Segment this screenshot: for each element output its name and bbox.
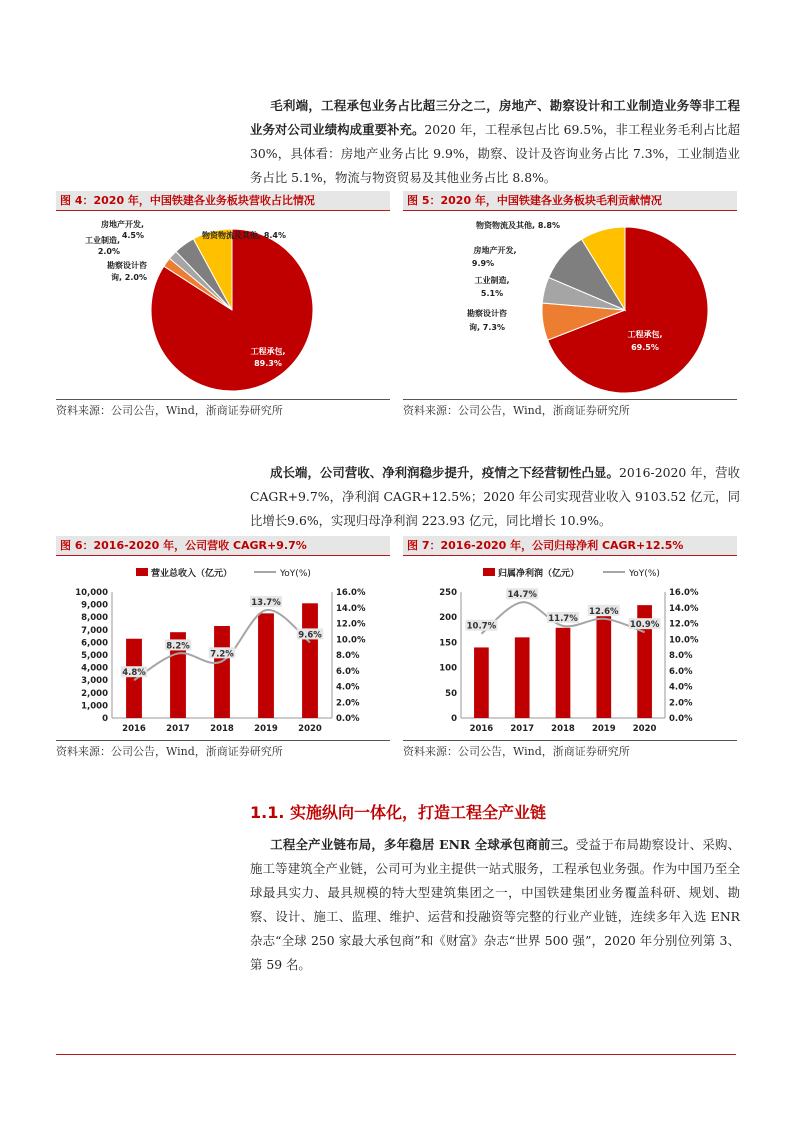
figure-5-source: 资料来源：公司公告，Wind，浙商证券研究所 <box>403 404 630 417</box>
bar-2020 <box>302 603 318 718</box>
yoy-label: 11.7% <box>548 613 578 624</box>
y-tick-left: 3,000 <box>81 676 108 687</box>
figure-4-pie-chart <box>56 212 390 398</box>
label-engineering-line1: 工程承包, <box>627 330 663 339</box>
bar-2016 <box>474 647 489 718</box>
y-tick-left: 9,000 <box>81 600 108 611</box>
paragraph-body: 受益于布局勘察设计、采购、施工等建筑全产业链，公司可为业主提供一站式服务，工程承包业务强。作为中国乃至全球最具实力、最具规模的特大型建筑集团之一，中国铁建集团业务覆盖科研、规划、勘察、设计、施工、监理、维护、运营和投融资等完整的行业产业链，连续多年入选 ENR 杂志“全球 250 家最大承包商”和《财富》杂志“世界 500 强”，2020 年分别位列第 3、第 59 名。 <box>250 837 741 972</box>
yoy-label: 10.9% <box>629 620 660 631</box>
label-industrial-line2: 5.1% <box>480 289 504 298</box>
y-tick-right: 2.0% <box>336 698 360 709</box>
bar-2016 <box>126 639 142 718</box>
bar-2019 <box>596 616 611 718</box>
figure-5-source-rule <box>403 399 737 400</box>
label-industrial-line2: 2.0% <box>97 247 120 256</box>
label-survey-line1: 勘察设计咨 <box>107 261 147 270</box>
figure-7-title: 图 7：2016-2020 年，公司归母净利 CAGR+12.5% <box>403 536 737 556</box>
x-tick: 2020 <box>298 724 322 734</box>
y-tick-left: 100 <box>439 663 457 674</box>
y-tick-right: 4.0% <box>669 682 693 693</box>
label-realestate-line2: 9.9% <box>471 259 495 268</box>
x-tick: 2018 <box>210 724 234 734</box>
label-logistics: 物资物流及其他, 8.4% <box>202 231 287 240</box>
legend-line-label: YoY(%) <box>629 569 660 579</box>
x-tick: 2016 <box>122 724 146 734</box>
figure-7-bar-line-chart <box>403 557 737 738</box>
y-tick-right: 4.0% <box>336 682 360 693</box>
paragraph-industry-chain <box>250 833 740 977</box>
figure-4-title: 图 4：2020 年，中国铁建各业务板块营收占比情况 <box>56 191 390 211</box>
y-tick-left: 6,000 <box>81 638 108 649</box>
x-tick: 2018 <box>551 724 575 734</box>
x-tick: 2020 <box>632 724 657 734</box>
figure-5-pie-chart <box>403 212 737 398</box>
y-tick-right: 10.0% <box>336 635 366 646</box>
y-tick-left: 0 <box>451 714 457 724</box>
paragraph-body: 2016-2020 年，营收CAGR+9.7%，净利润 CAGR+12.5%；2020 年公司实现营业收入 9103.52 亿元，同比增长9.6%，实现归母净利润 223.93 亿元，同比增长 10.9%。 <box>250 465 741 528</box>
y-tick-left: 5,000 <box>81 651 108 661</box>
legend-bar-swatch <box>136 568 148 576</box>
label-engineering-line2: 69.5% <box>631 343 659 352</box>
figure-6-title: 图 6：2016-2020 年，公司营收 CAGR+9.7% <box>56 536 390 556</box>
label-industrial-line1: 工业制造, <box>84 236 120 245</box>
label-survey-line2: 询, 2.0% <box>110 273 147 282</box>
legend-bar-label: 营业总收入（亿元） <box>151 569 233 579</box>
y-tick-right: 16.0% <box>336 588 366 598</box>
y-tick-left: 10,000 <box>75 588 108 598</box>
x-tick: 2019 <box>254 724 278 734</box>
y-tick-right: 8.0% <box>669 651 693 661</box>
y-tick-right: 14.0% <box>336 603 366 614</box>
bar-2017 <box>515 637 530 718</box>
y-tick-right: 6.0% <box>669 666 693 677</box>
y-tick-right: 8.0% <box>336 651 360 661</box>
y-tick-left: 150 <box>439 638 457 649</box>
label-realestate-line1: 房地产开发, <box>473 246 517 255</box>
yoy-label: 13.7% <box>251 598 281 609</box>
figure-6-source: 资料来源：公司公告，Wind，浙商证券研究所 <box>56 745 283 758</box>
label-engineering-line1: 工程承包, <box>250 347 286 356</box>
yoy-label: 12.6% <box>589 606 619 617</box>
label-industrial-line1: 工业制造, <box>474 276 510 285</box>
legend-bar-swatch <box>483 568 495 576</box>
paragraph-growth <box>250 461 740 533</box>
label-logistics: 物资物流及其他, 8.8% <box>476 221 561 230</box>
y-tick-right: 0.0% <box>669 714 693 724</box>
footer-divider <box>56 1054 736 1055</box>
y-tick-right: 0.0% <box>336 714 360 724</box>
paragraph-gross-profit <box>250 94 740 190</box>
bar-2018 <box>556 628 571 718</box>
x-tick: 2019 <box>591 724 616 734</box>
paragraph-lead: 成长端，公司营收、净利润稳步提升，疫情之下经营韧性凸显。 <box>270 465 619 480</box>
x-tick: 2016 <box>469 724 494 734</box>
y-tick-left: 7,000 <box>81 625 108 636</box>
yoy-label: 10.7% <box>466 621 497 632</box>
y-tick-left: 0 <box>102 714 108 724</box>
y-tick-right: 6.0% <box>336 666 360 677</box>
y-tick-right: 16.0% <box>669 588 699 598</box>
y-tick-right: 2.0% <box>669 698 693 709</box>
paragraph-lead: 毛利端，工程承包业务占比超三分之二，房地产、勘察设计和工业制造业务等非工程业务对公司业绩构成重要补充。 <box>250 98 740 137</box>
yoy-label: 4.8% <box>122 668 146 679</box>
yoy-label: 7.2% <box>210 649 234 660</box>
label-realestate-line2: 4.5% <box>121 231 144 240</box>
paragraph-lead: 工程全产业链布局，多年稳居 ENR 全球承包商前三。 <box>270 837 576 852</box>
yoy-label: 14.7% <box>507 590 537 601</box>
paragraph-body: 2020 年，工程承包占比 69.5%，非工程业务毛利占比超30%，具体看：房地产业务占比 9.9%，勘察、设计及咨询业务占比 7.3%，工业制造业务占比 5.1%，物流与物资贸易及其他业务占比 8.8%。 <box>250 122 740 185</box>
label-survey-line2: 询, 7.3% <box>468 323 506 332</box>
x-tick: 2017 <box>166 724 190 734</box>
section-heading: 1.1. 实施纵向一体化，打造工程全产业链 <box>250 803 546 822</box>
x-tick: 2017 <box>510 724 535 734</box>
y-tick-left: 200 <box>439 613 457 624</box>
label-engineering-line2: 89.3% <box>254 359 282 368</box>
y-tick-left: 250 <box>439 588 457 598</box>
label-realestate-line1: 房地产开发, <box>100 220 144 229</box>
y-tick-left: 50 <box>445 688 457 699</box>
yoy-label: 9.6% <box>298 630 322 641</box>
figure-7-source-rule <box>403 740 737 741</box>
figure-7-source: 资料来源：公司公告，Wind，浙商证券研究所 <box>403 745 630 758</box>
label-survey-line1: 勘察设计咨 <box>467 309 507 318</box>
y-tick-left: 2,000 <box>81 688 108 699</box>
y-tick-right: 14.0% <box>669 603 699 614</box>
legend-line-label: YoY(%) <box>280 569 311 579</box>
figure-6-bar-line-chart <box>56 557 390 738</box>
figure-4-source: 资料来源：公司公告，Wind，浙商证券研究所 <box>56 404 283 417</box>
y-tick-left: 1,000 <box>81 701 108 712</box>
y-tick-right: 12.0% <box>336 619 366 630</box>
yoy-label: 8.2% <box>166 641 190 652</box>
y-tick-right: 10.0% <box>669 635 699 646</box>
figure-6-source-rule <box>56 740 390 741</box>
figure-5-title: 图 5：2020 年，中国铁建各业务板块毛利贡献情况 <box>403 191 737 211</box>
figure-4-source-rule <box>56 399 390 400</box>
y-tick-right: 12.0% <box>669 619 699 630</box>
bar-2018 <box>214 626 230 718</box>
legend-bar-label: 归属净利润（亿元） <box>498 569 580 579</box>
y-tick-left: 4,000 <box>81 663 108 674</box>
y-tick-left: 8,000 <box>81 613 108 624</box>
bar-2019 <box>258 613 274 718</box>
